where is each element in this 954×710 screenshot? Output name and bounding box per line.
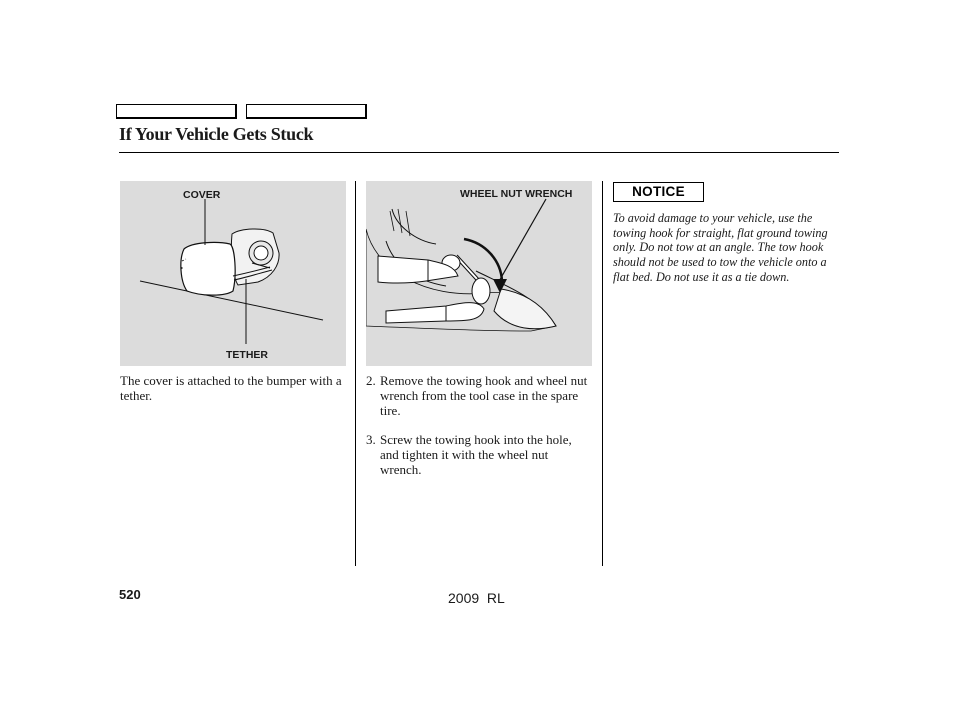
figure-label-tether: TETHER bbox=[226, 349, 268, 361]
nav-button-next[interactable] bbox=[246, 104, 367, 119]
figure-label-cover: COVER bbox=[183, 189, 221, 201]
step-number: 3. bbox=[366, 432, 376, 447]
page-number: 520 bbox=[119, 587, 141, 602]
cover-description: The cover is attached to the bumper with a tether. bbox=[120, 373, 342, 403]
cover-drawing bbox=[120, 181, 346, 366]
title-divider bbox=[119, 152, 839, 153]
nav-button-previous[interactable] bbox=[116, 104, 237, 119]
cover-illustration bbox=[120, 181, 346, 366]
step-text: Screw the towing hook into the hole, and tighten it with the wheel nut wrench. bbox=[380, 432, 572, 477]
step-number: 2. bbox=[366, 373, 376, 388]
wrench-drawing bbox=[366, 181, 592, 366]
column-divider bbox=[602, 181, 603, 566]
step-text: Remove the towing hook and wheel nut wrench from the tool case in the spare tire. bbox=[380, 373, 588, 418]
notice-badge bbox=[613, 182, 704, 202]
step-item bbox=[366, 373, 596, 418]
notice-text: To avoid damage to your vehicle, use the towing hook for straight, flat ground towing only. Do not tow at an angle. The tow hook should not be used to tow the vehicle onto a flat bed. Do not use it as a tie down. bbox=[613, 211, 828, 284]
column-divider bbox=[355, 181, 356, 566]
step-item bbox=[366, 432, 596, 477]
notice-label: NOTICE bbox=[632, 184, 685, 199]
figure-label-wheel-nut-wrench: WHEEL NUT WRENCH bbox=[460, 188, 573, 200]
wrench-illustration bbox=[366, 181, 592, 366]
page-title: If Your Vehicle Gets Stuck bbox=[119, 124, 314, 144]
footer-model: 2009 RL bbox=[448, 590, 505, 606]
